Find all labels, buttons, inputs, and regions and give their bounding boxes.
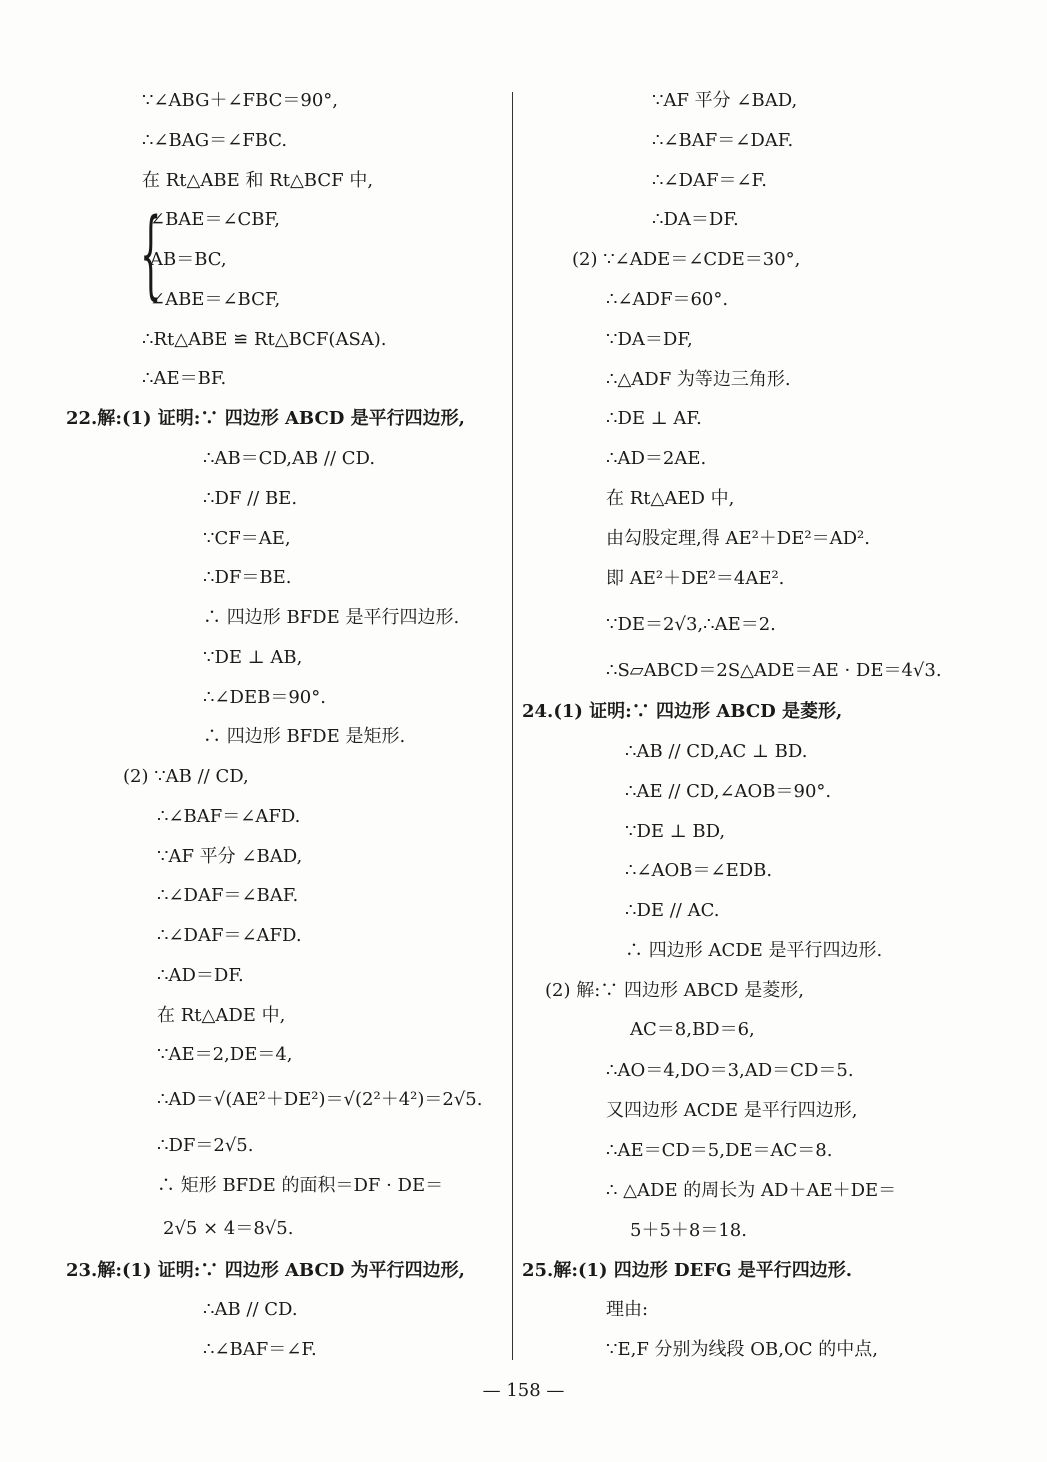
problem-22-heading: 22.解:(1) 证明:∵ 四边形 ABCD 是平行四边形, bbox=[66, 408, 465, 429]
proof-line: ∴AD＝DF. bbox=[157, 965, 244, 986]
column-divider bbox=[512, 92, 513, 1360]
proof-line: ∵E,F 分别为线段 OB,OC 的中点, bbox=[606, 1339, 878, 1360]
proof-line: ∴AE＝CD＝5,DE＝AC＝8. bbox=[606, 1140, 833, 1161]
proof-line: ∴AB // CD,AC ⊥ BD. bbox=[625, 741, 808, 762]
proof-line: ∴∠AOB＝∠EDB. bbox=[625, 860, 773, 881]
proof-line: ∵DE ⊥ AB, bbox=[203, 647, 303, 668]
proof-line: AB＝BC, bbox=[150, 249, 227, 270]
proof-line: 在 Rt△ABE 和 Rt△BCF 中, bbox=[142, 170, 374, 191]
proof-line: 在 Rt△ADE 中, bbox=[157, 1005, 286, 1026]
proof-line: ∴∠DAF＝∠BAF. bbox=[157, 885, 299, 906]
proof-line: ∴DF＝2√5. bbox=[157, 1135, 254, 1156]
proof-line: ∴ 四边形 BFDE 是矩形. bbox=[203, 726, 406, 747]
problem-25-heading: 25.解:(1) 四边形 DEFG 是平行四边形. bbox=[522, 1260, 853, 1281]
proof-line: ∴DE // AC. bbox=[625, 900, 720, 921]
proof-line: ∴AD＝2AE. bbox=[606, 448, 707, 469]
proof-line: ∵∠ABG＋∠FBC＝90°, bbox=[142, 90, 339, 111]
proof-line: ∴S▱ABCD＝2S△ADE＝AE · DE＝4√3. bbox=[606, 660, 942, 681]
proof-line: ∴AD＝√(AE²＋DE²)＝√(2²＋4²)＝2√5. bbox=[157, 1089, 483, 1110]
proof-line: ∴ 四边形 BFDE 是平行四边形. bbox=[203, 607, 460, 628]
proof-line: 又四边形 ACDE 是平行四边形, bbox=[606, 1100, 858, 1121]
proof-line: ∴DA＝DF. bbox=[652, 209, 739, 230]
proof-line: ∴∠BAF＝∠AFD. bbox=[157, 806, 301, 827]
proof-line: ∴DE ⊥ AF. bbox=[606, 408, 702, 429]
proof-line: ∵DA＝DF, bbox=[606, 329, 693, 350]
proof-line: ∴AO＝4,DO＝3,AD＝CD＝5. bbox=[606, 1060, 854, 1081]
proof-line: ∴△ADF 为等边三角形. bbox=[606, 369, 791, 390]
page-number: — 158 — bbox=[482, 1380, 565, 1401]
proof-line: ∠ABE＝∠BCF, bbox=[150, 289, 281, 310]
proof-line: 即 AE²＋DE²＝4AE². bbox=[606, 568, 785, 589]
proof-line: ∴∠DAF＝∠AFD. bbox=[157, 925, 302, 946]
problem-24-heading: 24.(1) 证明:∵ 四边形 ABCD 是菱形, bbox=[522, 701, 843, 722]
proof-line: ∴DF＝BE. bbox=[203, 567, 292, 588]
proof-line: ∴∠DAF＝∠F. bbox=[652, 170, 767, 191]
proof-line: ∵AF 平分 ∠BAD, bbox=[652, 90, 798, 111]
proof-line: ∴DF // BE. bbox=[203, 488, 298, 509]
proof-line: ∴AE＝BF. bbox=[142, 368, 227, 389]
proof-line: ∴∠BAF＝∠F. bbox=[203, 1339, 317, 1360]
problem-23-heading: 23.解:(1) 证明:∵ 四边形 ABCD 为平行四边形, bbox=[66, 1260, 465, 1281]
proof-line: (2) 解:∵ 四边形 ABCD 是菱形, bbox=[545, 980, 804, 1001]
proof-line: 由勾股定理,得 AE²＋DE²＝AD². bbox=[606, 528, 870, 549]
proof-line: ∴AE // CD,∠AOB＝90°. bbox=[625, 781, 832, 802]
proof-line: ∴Rt△ABE ≌ Rt△BCF(ASA). bbox=[142, 329, 387, 350]
proof-line: ∠BAE＝∠CBF, bbox=[150, 209, 280, 230]
proof-line: ∴AB // CD. bbox=[203, 1299, 298, 1320]
proof-line: (2) ∵∠ADE＝∠CDE＝30°, bbox=[572, 249, 801, 270]
proof-line: 5＋5＋8＝18. bbox=[630, 1220, 747, 1241]
proof-line: ∴∠BAF＝∠DAF. bbox=[652, 130, 794, 151]
proof-line: ∵AF 平分 ∠BAD, bbox=[157, 846, 303, 867]
proof-line: ∴ 四边形 ACDE 是平行四边形. bbox=[625, 940, 883, 961]
proof-line: 理由: bbox=[606, 1299, 649, 1320]
proof-line: 2√5 × 4＝8√5. bbox=[163, 1218, 294, 1239]
proof-line: ∵DE＝2√3,∴AE＝2. bbox=[606, 614, 776, 635]
proof-line: ∴∠BAG＝∠FBC. bbox=[142, 130, 288, 151]
proof-line: ∴∠DEB＝90°. bbox=[203, 687, 326, 708]
proof-line: ∴ 矩形 BFDE 的面积＝DF · DE＝ bbox=[157, 1175, 444, 1196]
proof-line: ∴AB＝CD,AB // CD. bbox=[203, 448, 376, 469]
proof-line: ∴∠ADF＝60°. bbox=[606, 289, 729, 310]
proof-line: ∵DE ⊥ BD, bbox=[625, 821, 726, 842]
proof-line: ∴ △ADE 的周长为 AD＋AE＋DE＝ bbox=[606, 1180, 897, 1201]
proof-line: 在 Rt△AED 中, bbox=[606, 488, 735, 509]
proof-line: ∵CF＝AE, bbox=[203, 528, 291, 549]
proof-line: ∵AE＝2,DE＝4, bbox=[157, 1044, 293, 1065]
proof-line: AC＝8,BD＝6, bbox=[630, 1019, 755, 1040]
system-brace: { bbox=[140, 198, 162, 310]
proof-line: (2) ∵AB // CD, bbox=[123, 766, 249, 787]
